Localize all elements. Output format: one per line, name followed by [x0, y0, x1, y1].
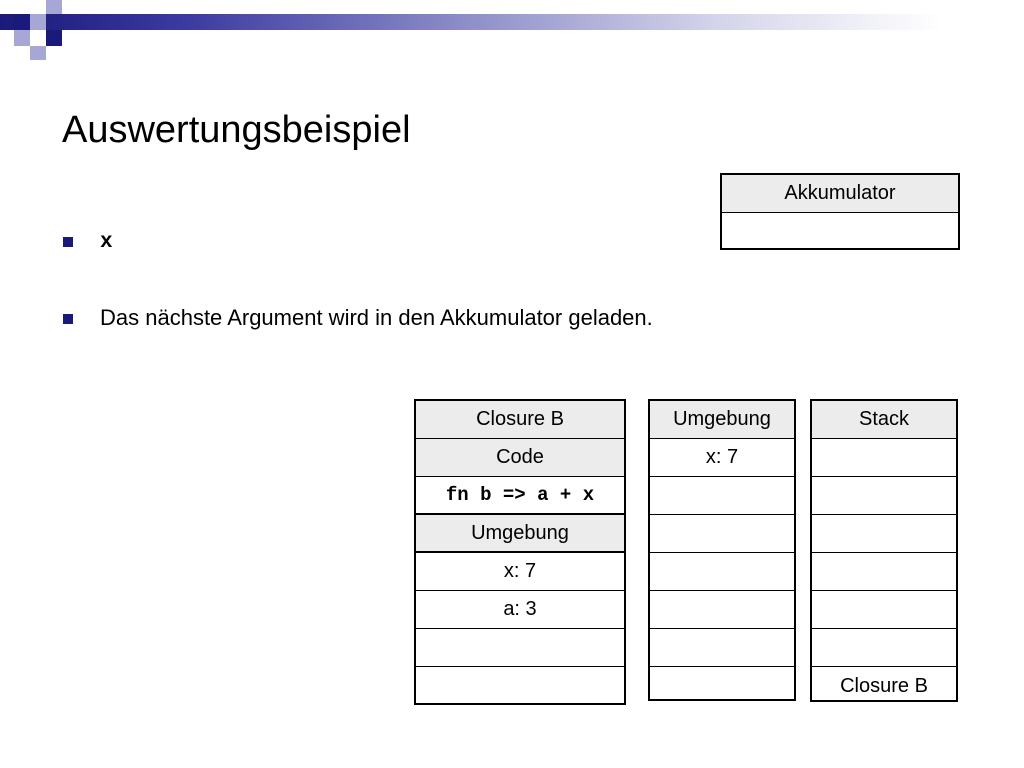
umgebung-row: [650, 591, 794, 629]
stack-row: Closure B: [840, 674, 928, 697]
umgebung-row: x: 7: [650, 439, 794, 477]
logo-square-navy: [14, 14, 30, 30]
logo-square-navy-right: [46, 30, 62, 46]
stack-row: [812, 477, 956, 515]
umgebung-row: [650, 477, 794, 515]
logo-square-lavender-top: [46, 0, 62, 14]
stack-table: [810, 399, 958, 702]
bullet-code-x: x: [100, 231, 113, 254]
stack-row: [812, 515, 956, 553]
stack-row: [812, 439, 956, 477]
closure-b-table: [414, 399, 626, 705]
umgebung-row: [650, 553, 794, 591]
umgebung-row: [650, 515, 794, 553]
akkumulator-header: Akkumulator: [722, 175, 958, 213]
akkumulator-value: [722, 213, 958, 251]
umgebung-header: Umgebung: [650, 401, 794, 439]
bullet-text: Das nächste Argument wird in den Akkumulator geladen.: [100, 305, 653, 330]
stack-row: [812, 629, 956, 667]
env-header: Umgebung: [416, 515, 624, 553]
env-row: [416, 629, 624, 667]
env-row: [416, 667, 624, 705]
code-value: fn b => a + x: [416, 477, 624, 515]
bullet-icon: [63, 314, 73, 324]
slide-title: Auswertungsbeispiel: [62, 109, 411, 151]
umgebung-table: [648, 399, 796, 701]
code-header: Code: [416, 439, 624, 477]
closure-title: Closure B: [416, 401, 624, 439]
env-row: a: 3: [416, 591, 624, 629]
stack-header: Stack: [812, 401, 956, 439]
header-gradient-bar: [0, 14, 1024, 30]
umgebung-row: [650, 629, 794, 667]
stack-row: [812, 553, 956, 591]
logo-square-lavender: [30, 14, 46, 30]
env-row: x: 7: [416, 553, 624, 591]
bullet-icon: [63, 237, 73, 247]
logo-square-lavender-bottom: [30, 46, 46, 60]
umgebung-row: [650, 667, 794, 705]
stack-row: [812, 591, 956, 629]
akkumulator-table: [720, 173, 960, 250]
logo-square-lavender-left: [14, 30, 30, 46]
